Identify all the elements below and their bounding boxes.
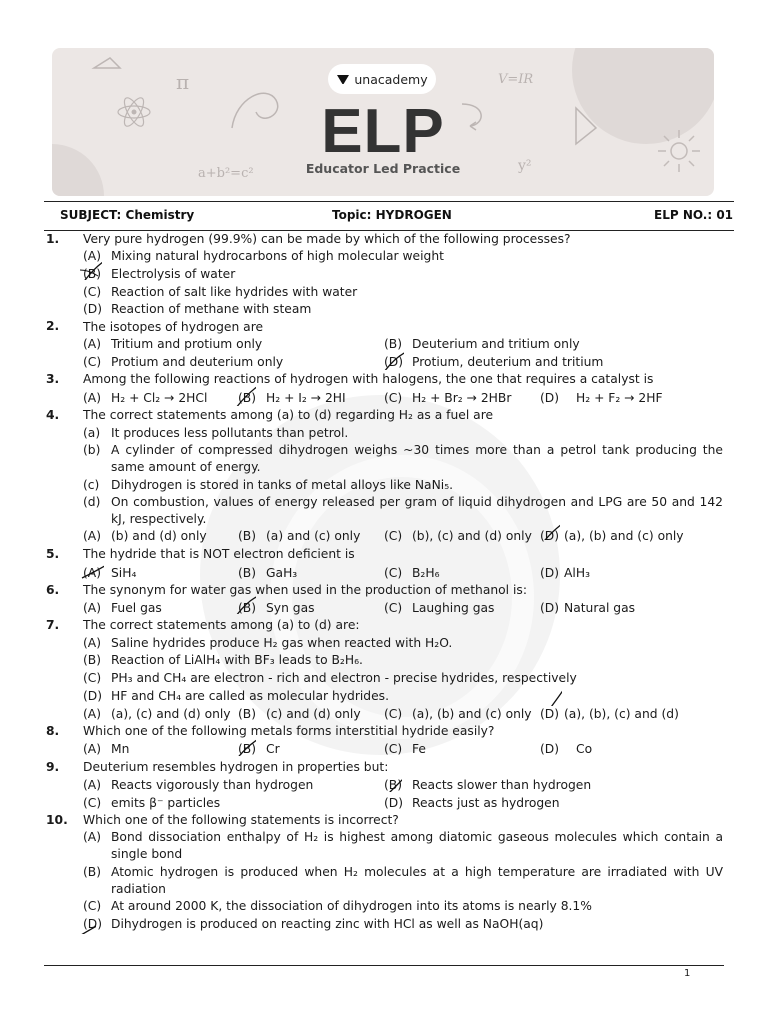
logo-text: unacademy bbox=[354, 71, 428, 87]
option: (C) Laughing gas bbox=[384, 601, 495, 615]
statement: (C) PH₃ and CH₄ are electron - rich and electron - precise hydrides, respectively bbox=[83, 671, 577, 685]
question-text: The correct statements among (a) to (d) regarding H₂ as a fuel are bbox=[83, 408, 494, 422]
question-number: 4. bbox=[46, 408, 60, 422]
option: (A) (b) and (d) only bbox=[83, 529, 207, 543]
answer-tick-mark-icon bbox=[378, 770, 402, 792]
option: (D) Reacts just as hydrogen bbox=[384, 796, 560, 810]
answer-tick-mark-icon bbox=[78, 258, 102, 280]
statement: (b) A cylinder of compressed dihydrogen weighs ~30 times more than a petrol tank producing the same amount of energy. bbox=[83, 443, 723, 474]
option: (A) H₂ + Cl₂ → 2HCl bbox=[83, 391, 208, 405]
question-text: The hydride that is NOT electron deficient is bbox=[83, 547, 355, 561]
option: (C) emits β⁻ particles bbox=[83, 796, 221, 810]
answer-tick-mark-icon bbox=[80, 558, 104, 580]
question-text: The synonym for water gas when used in the production of methanol is: bbox=[83, 583, 527, 597]
question-text: Very pure hydrogen (99.9%) can be made by which of the following processes? bbox=[83, 232, 571, 246]
elp-banner bbox=[52, 48, 714, 196]
option: (D) Natural gas bbox=[540, 601, 636, 615]
question-text: Which one of the following metals forms interstitial hydride easily? bbox=[83, 724, 495, 738]
topic-label: Topic: HYDROGEN bbox=[332, 208, 452, 222]
option: (A) SiH₄ bbox=[83, 566, 137, 580]
answer-tick-mark-icon bbox=[538, 684, 562, 706]
answer-tick-mark-icon bbox=[232, 734, 256, 756]
question-number: 1. bbox=[46, 232, 60, 246]
option: (A) Tritium and protium only bbox=[83, 337, 263, 351]
option: (D) (a), (b), (c) and (d) bbox=[540, 707, 679, 721]
page-number: 1 bbox=[684, 968, 691, 979]
option: (C) Reaction of salt like hydrides with water bbox=[83, 285, 358, 299]
option: (B) Electrolysis of water bbox=[83, 267, 236, 281]
footer-rule bbox=[44, 965, 724, 966]
question-number: 6. bbox=[46, 583, 60, 597]
statement: (c) Dihydrogen is stored in tanks of metal alloys like NaNi₅. bbox=[83, 478, 454, 492]
question-number: 9. bbox=[46, 760, 60, 774]
answer-tick-mark-icon bbox=[536, 518, 560, 540]
unacademy-logo bbox=[328, 64, 436, 94]
question-text: The isotopes of hydrogen are bbox=[83, 320, 264, 334]
option: (B) Deuterium and tritium only bbox=[384, 337, 580, 351]
option: (A) Mixing natural hydrocarbons of high molecular weight bbox=[83, 249, 444, 263]
option: (C) H₂ + Br₂ → 2HBr bbox=[384, 391, 512, 405]
subject-label: SUBJECT: Chemistry bbox=[60, 208, 195, 222]
question-number: 2. bbox=[46, 319, 60, 333]
question-number: 10. bbox=[46, 813, 68, 827]
question-number: 3. bbox=[46, 372, 60, 386]
question-number: 5. bbox=[46, 547, 60, 561]
option: (B) Syn gas bbox=[238, 601, 315, 615]
option: (C) Fe bbox=[384, 742, 426, 756]
elp-number: ELP NO.: 01 bbox=[654, 208, 734, 222]
statement: (D) HF and CH₄ are called as molecular hydrides. bbox=[83, 689, 389, 703]
unacademy-logo-icon bbox=[336, 74, 350, 84]
option: (C) (b), (c) and (d) only bbox=[384, 529, 532, 543]
option: (B) (c) and (d) only bbox=[238, 707, 361, 721]
question-number: 8. bbox=[46, 724, 60, 738]
statement: (B) Reaction of LiAlH₄ with BF₃ leads to B₂H₆. bbox=[83, 653, 363, 667]
statement: (d) On combustion, values of energy released per gram of liquid dihydrogen and LPG are 50 and 142 kJ, respectively. bbox=[83, 495, 723, 526]
option: (A) Reacts vigorously than hydrogen bbox=[83, 778, 314, 792]
option: (D) Protium, deuterium and tritium bbox=[384, 355, 604, 369]
answer-tick-mark-icon bbox=[232, 592, 256, 614]
question-number: 7. bbox=[46, 618, 60, 632]
option: (A) (a), (c) and (d) only bbox=[83, 707, 231, 721]
elp-subtitle: Educator Led Practice bbox=[305, 161, 461, 176]
question-text: Deuterium resembles hydrogen in properties but: bbox=[83, 760, 389, 774]
option: (C) B₂H₆ bbox=[384, 566, 440, 580]
option: (B) H₂ + I₂ → 2HI bbox=[238, 391, 346, 405]
option: (D) AlH₃ bbox=[540, 566, 591, 580]
answer-tick-mark-icon bbox=[72, 912, 96, 934]
option: (D) H₂ + F₂ → 2HF bbox=[540, 391, 663, 405]
option: (D) Co bbox=[540, 742, 593, 756]
option: (B) (a) and (c) only bbox=[238, 529, 361, 543]
option: (B) GaH₃ bbox=[238, 566, 298, 580]
option: (D) (a), (b) and (c) only bbox=[540, 529, 684, 543]
option: (A) Bond dissociation enthalpy of H₂ is highest among diatomic gaseous molecules which contain a single bond bbox=[83, 830, 723, 861]
ohms-law-doodle: V=IR bbox=[498, 72, 534, 87]
question-text: Which one of the following statements is incorrect? bbox=[83, 813, 399, 827]
y-squared-doodle: y² bbox=[518, 158, 532, 174]
option: (D) Dihydrogen is produced on reacting zinc with HCl as well as NaOH(aq) bbox=[83, 917, 544, 931]
question-text: Among the following reactions of hydrogen with halogens, the one that requires a catalyst is bbox=[83, 372, 654, 386]
question-text: The correct statements among (a) to (d) are: bbox=[83, 618, 360, 632]
elp-title: ELP bbox=[321, 97, 445, 166]
option: (C) Protium and deuterium only bbox=[83, 355, 284, 369]
option: (B) Reacts slower than hydrogen bbox=[384, 778, 592, 792]
header-top-rule bbox=[44, 201, 734, 202]
option: (C) At around 2000 K, the dissociation of dihydrogen into its atoms is nearly 8.1% bbox=[83, 899, 592, 913]
pythagoras-doodle: a+b²=c² bbox=[198, 166, 254, 181]
cursor-doodle-icon bbox=[90, 54, 130, 74]
statement: (a) It produces less pollutants than petrol. bbox=[83, 426, 349, 440]
answer-tick-mark-icon bbox=[380, 348, 404, 370]
answer-tick-mark-icon bbox=[232, 384, 256, 406]
option: (D) Reaction of methane with steam bbox=[83, 302, 312, 316]
option: (B) Atomic hydrogen is produced when H₂ molecules at a high temperature are irradiated with UV radiation bbox=[83, 865, 723, 896]
option: (A) Fuel gas bbox=[83, 601, 162, 615]
option: (B) Cr bbox=[238, 742, 280, 756]
pi-doodle: π bbox=[176, 70, 190, 94]
option: (A) Mn bbox=[83, 742, 130, 756]
statement: (A) Saline hydrides produce H₂ gas when reacted with H₂O. bbox=[83, 636, 453, 650]
option: (C) (a), (b) and (c) only bbox=[384, 707, 532, 721]
